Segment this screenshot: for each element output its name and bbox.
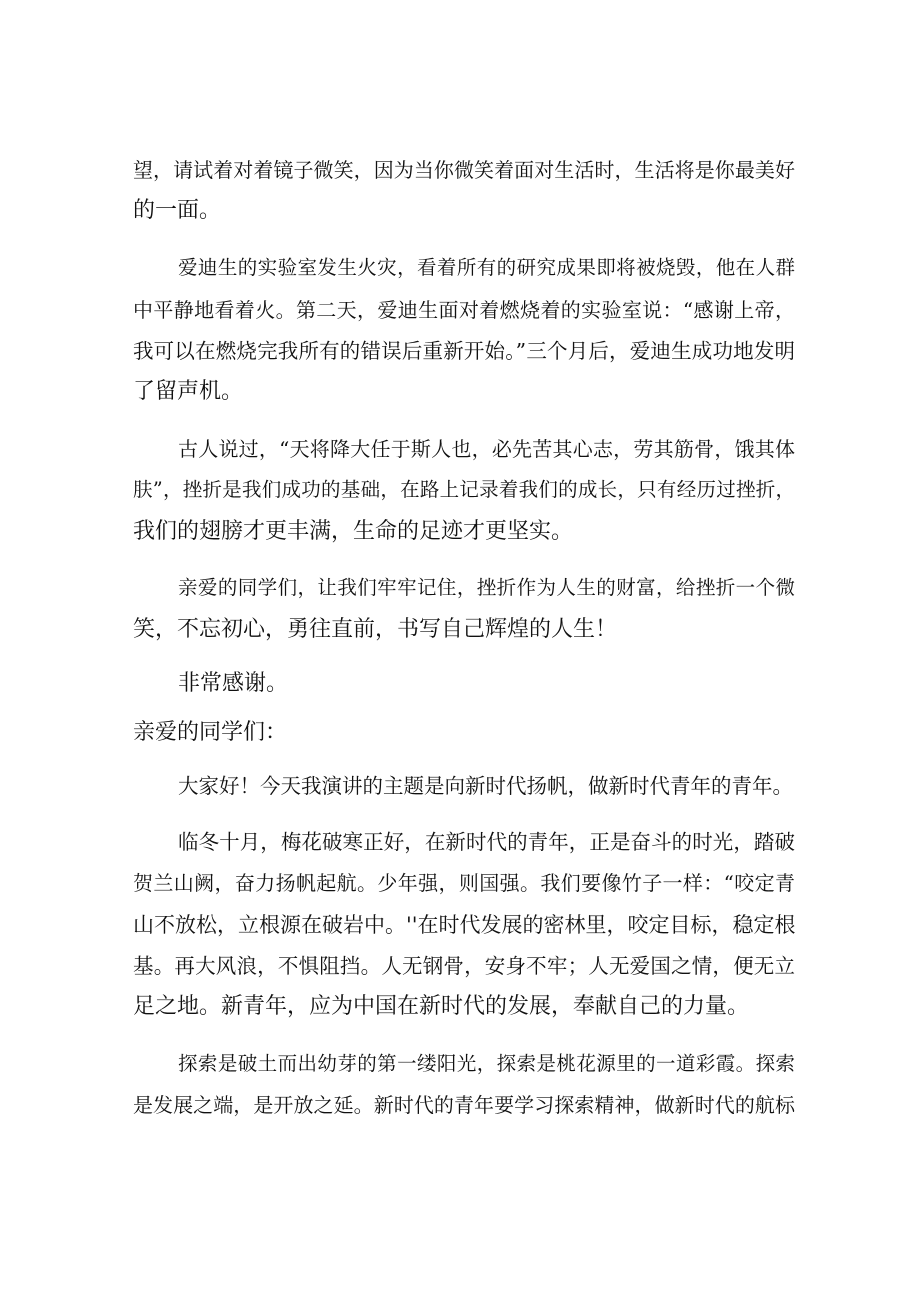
paragraph-5-line-1: 非常感谢。 [178, 671, 289, 696]
paragraph-7-line-1: 大家好！今天我演讲的主题是向新时代扬帆，做新时代青年的青年。 [178, 774, 793, 798]
paragraph-9-line-2: 是发展之端，是开放之延。新时代的青年要学习探索精神，做新时代的航标 [133, 1093, 795, 1117]
paragraph-8-line-4: 基。再大风浪，不惧阻挡。人无钢骨，安身不牢；人无爱国之情，便无立 [133, 954, 795, 978]
paragraph-3-line-3: 我们的翅膀才更丰满，生命的足迹才更坚实。 [133, 519, 574, 544]
salutation: 亲爱的同学们： [133, 720, 288, 745]
paragraph-8-line-3: 山不放松，立根源在破岩中。''在时代发展的密林里，咬定目标，稳定根 [133, 913, 796, 937]
paragraph-8-line-2: 贺兰山阙，奋力扬帆起航。少年强，则国强。我们要像竹子一样：“咬定青 [133, 871, 795, 895]
paragraph-2-line-3: 我可以在燃烧完我所有的错误后重新开始。”三个月后，爱迪生成功地发明 [133, 339, 795, 363]
paragraph-3-line-1: 古人说过，“天将降大任于斯人也，必先苦其心志，劳其筋骨，饿其体 [178, 437, 795, 461]
paragraph-2-line-2: 中平静地看着火。第二天，爱迪生面对着燃烧着的实验室说：“感谢上帝， [133, 298, 795, 322]
paragraph-1-line-1: 望，请试着对着镜子微笑，因为当你微笑着面对生活时，生活将是你最美好 [133, 158, 795, 182]
paragraph-2-line-1: 爱迪生的实验室发生火灾，看着所有的研究成果即将被烧毁，他在人群 [178, 256, 795, 279]
paragraph-1-line-2: 的一面。 [133, 198, 222, 223]
paragraph-8-line-5: 足之地。新青年，应为中国在新时代的发展，奉献自己的力量。 [133, 994, 750, 1019]
paragraph-2-line-4: 了留声机。 [133, 379, 244, 404]
paragraph-4-line-2: 笑，不忘初心，勇往直前，书写自己辉煌的人生！ [133, 617, 618, 642]
paragraph-3-line-2: 肤”，挫折是我们成功的基础，在路上记录着我们的成长，只有经历过挫折， [133, 478, 795, 501]
paragraph-8-line-1: 临冬十月，梅花破寒正好，在新时代的青年，正是奋斗的时光，踏破 [178, 830, 795, 854]
paragraph-4-line-1: 亲爱的同学们，让我们牢牢记住，挫折作为人生的财富，给挫折一个微 [178, 576, 795, 599]
paragraph-9-line-1: 探索是破土而出幼芽的第一缕阳光，探索是桃花源里的一道彩霞。探索 [178, 1052, 795, 1075]
